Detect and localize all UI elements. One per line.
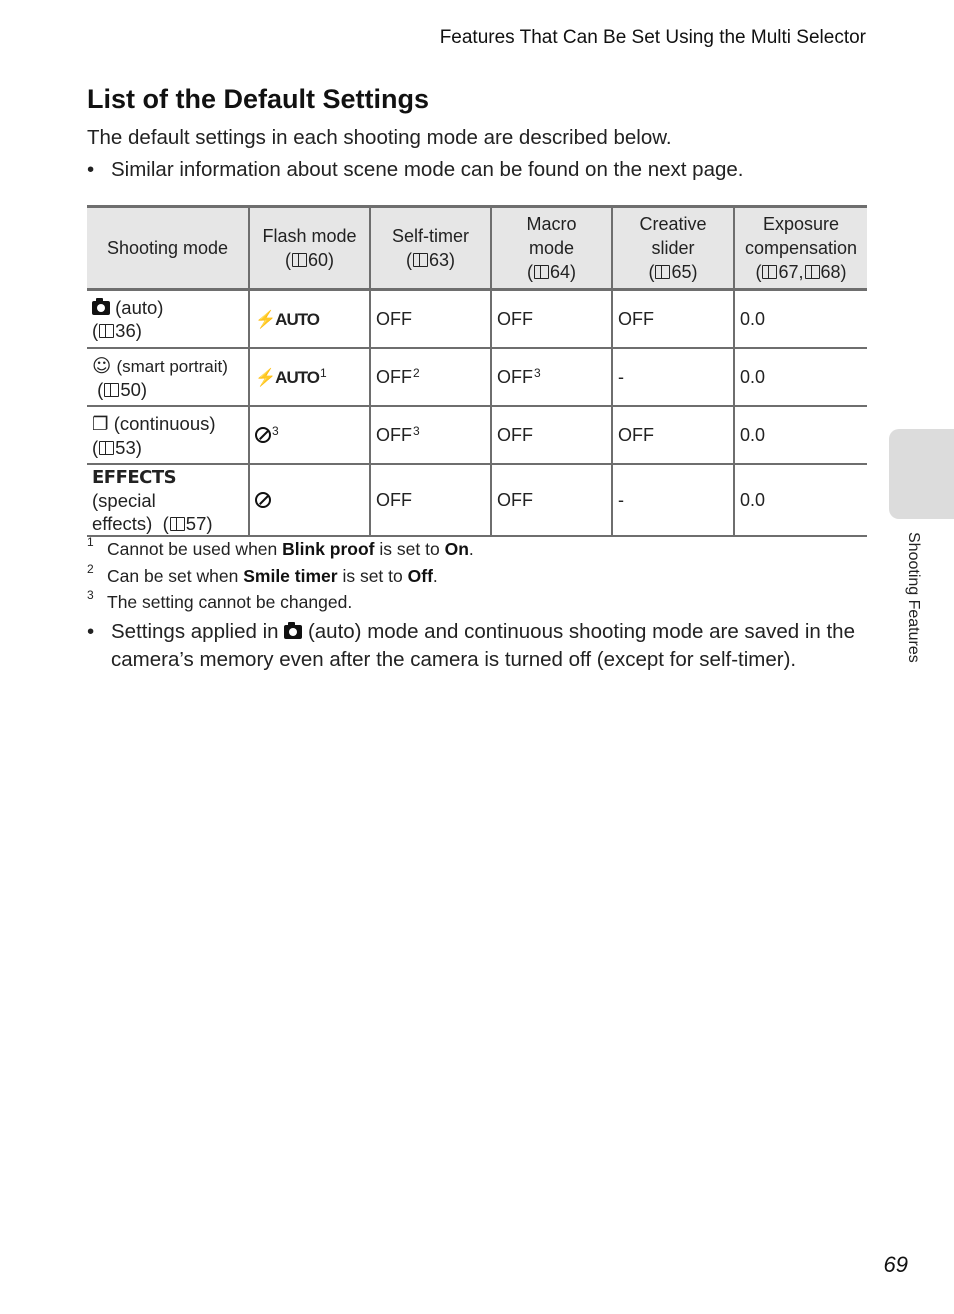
macro-cell: OFF$^3$ [491, 348, 612, 406]
mode-cell: ❐ (continuous) ( 53) [87, 406, 249, 464]
bullet-text: Similar information about scene mode can be found on the next page. [111, 158, 744, 181]
header-flash-mode: Flash mode ( 60) [249, 207, 370, 290]
footnotes [87, 536, 474, 616]
page-title: List of the Default Settings [87, 84, 430, 114]
book-icon [413, 253, 428, 267]
exposure-cell: 0.0 [734, 348, 867, 406]
self-timer-cell: OFF$^2$ [370, 348, 491, 406]
flash-cell [249, 290, 370, 349]
footnote-2: 2 Can be set when Smile timer is set to Off. [87, 561, 438, 586]
creative-cell: OFF [612, 406, 734, 464]
header-self-timer: Self-timer ( 63) [370, 207, 491, 290]
mode-cell: EFFECTS (special effects) ( 57) [87, 464, 249, 536]
bullet-dot: • [87, 620, 95, 643]
flash-cell [249, 464, 370, 536]
flash-cell: 3 [249, 406, 370, 464]
book-icon [99, 441, 114, 455]
exposure-cell: 0.0 [734, 290, 867, 349]
exposure-cell: 0.0 [734, 464, 867, 536]
default-settings-table [87, 205, 867, 537]
camera-auto-icon [92, 301, 110, 315]
footnote-1: 1 Cannot be used when Blink proof is set to On. [87, 535, 474, 559]
creative-cell: OFF [612, 290, 734, 349]
section-tab [889, 429, 954, 519]
bullet-item [87, 158, 744, 182]
self-timer-cell: OFF [370, 290, 491, 349]
footnote-3: 3 The setting cannot be changed. [87, 588, 353, 612]
self-timer-cell: OFF$^3$ [370, 406, 491, 464]
header-shooting-mode: Shooting mode [87, 207, 249, 290]
effects-icon: EFFECTS [92, 467, 177, 488]
macro-cell: OFF [491, 290, 612, 349]
macro-cell: OFF [491, 406, 612, 464]
flash-auto-icon: ⚡AUTO [255, 367, 320, 387]
self-timer-cell: OFF [370, 464, 491, 536]
mode-cell: (auto) ( 36) [87, 290, 249, 349]
header-creative-slider: Creative slider ( 65) [612, 207, 734, 290]
bullet-text: Settings applied in (auto) mode and continuous shooting mode are saved in the camera’s memory even after the camera is turned off (except for self-timer). [111, 620, 855, 671]
intro-text: The default settings in each shooting mode are described below. [87, 126, 672, 149]
creative-cell: - [612, 348, 734, 406]
book-icon [534, 265, 549, 279]
camera-auto-icon [284, 625, 302, 639]
book-icon [99, 324, 114, 338]
table-row [87, 290, 867, 349]
table-row [87, 348, 867, 406]
bullet-item [87, 618, 877, 674]
flash-cell: ⚡AUTO$^1$ [249, 348, 370, 406]
flash-off-icon [255, 427, 271, 443]
book-icon [104, 383, 119, 397]
continuous-icon: ❐ [92, 413, 109, 435]
exposure-cell: 0.0 [734, 406, 867, 464]
macro-cell: OFF [491, 464, 612, 536]
book-icon [292, 253, 307, 267]
book-icon [655, 265, 670, 279]
header-exposure-compensation: Exposure compensation ( 67, 68) [734, 207, 867, 290]
running-header: Features That Can Be Set Using the Multi Selector [439, 27, 866, 48]
bullet-dot: • [87, 158, 95, 181]
smart-portrait-icon: ☺ [92, 355, 112, 377]
header-macro-mode: Macro mode ( 64) [491, 207, 612, 290]
book-icon [805, 265, 820, 279]
section-tab-label: Shooting Features [905, 532, 922, 663]
flash-off-icon [255, 492, 271, 508]
book-icon [170, 517, 185, 531]
table-row [87, 464, 867, 536]
flash-auto-icon: ⚡AUTO [255, 309, 320, 329]
table-header-row [87, 207, 867, 290]
creative-cell: - [612, 464, 734, 536]
page-number: 69 [883, 1252, 908, 1277]
mode-cell: ☺ (smart portrait) ( 50) [87, 348, 249, 406]
book-icon [762, 265, 777, 279]
table-row [87, 406, 867, 464]
